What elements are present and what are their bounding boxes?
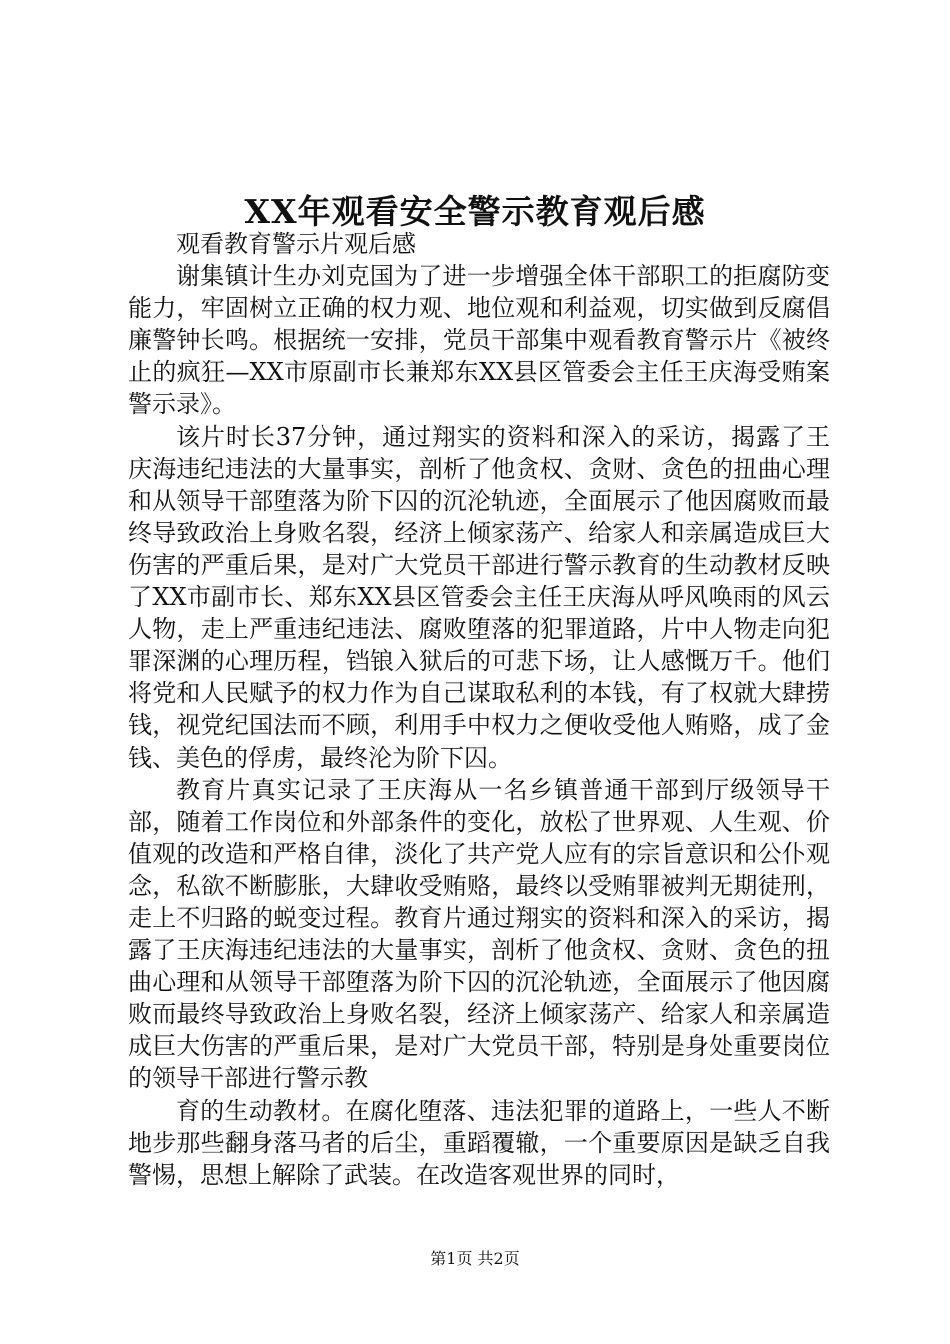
document-title: XX年观看安全警示教育观后感 (244, 192, 706, 231)
subtitle-paragraph: 观看教育警示片观后感 (176, 230, 416, 258)
body-paragraph: 教育片真实记录了王庆海从一名乡镇普通干部到厅级领导干部，随着工作岗位和外部条件的变化，放松了世界观、人生观、价值观的改造和严格自律，淡化了共产党人应有的宗旨意识和公仆观念，私欲不断膨胀，大肆收受贿赂，最终以受贿罪被判无期徒刑，走上不归路的蜕变过程。教育片通过翔实的资料和深入的采访，揭露了王庆海违纪违法的大量事实，剖析了他贪权、贪财、贪色的扭曲心理和从领导干部堕落为阶下囚的沉沦轨迹，全面展示了他因腐败而最终导致政治上身败名裂，经济上倾家荡产、给家人和亲属造成巨大伤害的严重后果，是对广大党员干部，特别是身处重要岗位的领导干部进行警示教 (128, 775, 830, 1093)
page-footer: 第1页 共2页 (430, 1249, 520, 1268)
body-paragraph: 该片时长37分钟，通过翔实的资料和深入的采访，揭露了王庆海违纪违法的大量事实，剖析了他贪权、贪财、贪色的扭曲心理和从领导干部堕落为阶下囚的沉沦轨迹，全面展示了他因腐败而最终导致政治上身败名裂，经济上倾家荡产、给家人和亲属造成巨大伤害的严重后果，是对广大党员干部进行警示教育的生动教材反映了XX市副市长、郑东XX县区管委会主任王庆海从呼风唤雨的风云人物，走上严重违纪违法、腐败堕落的犯罪道路，片中人物走向犯罪深渊的心理历程，铛锒入狱后的可悲下场，让人感慨万千。他们将党和人民赋予的权力作为自己谋取私利的本钱，有了权就大肆捞钱，视党纪国法而不顾，利用手中权力之便收受他人贿赂，成了金钱、美色的俘虏，最终沦为阶下囚。 (128, 422, 830, 772)
document-body (128, 228, 830, 1191)
body-paragraph: 育的生动教材。在腐化堕落、违法犯罪的道路上，一些人不断地步那些翻身落马者的后尘，重蹈覆辙，一个重要原因是缺乏自我警惕，思想上解除了武装。在改造客观世界的同时， (128, 1096, 830, 1189)
body-paragraph: 谢集镇计生办刘克国为了进一步增强全体干部职工的拒腐防变能力，牢固树立正确的权力观、地位观和利益观，切实做到反腐倡廉警钟长鸣。根据统一安排，党员干部集中观看教育警示片《被终止的疯狂—XX市原副市长兼郑东XX县区管委会主任王庆海受贿案警示录》。 (128, 262, 830, 419)
